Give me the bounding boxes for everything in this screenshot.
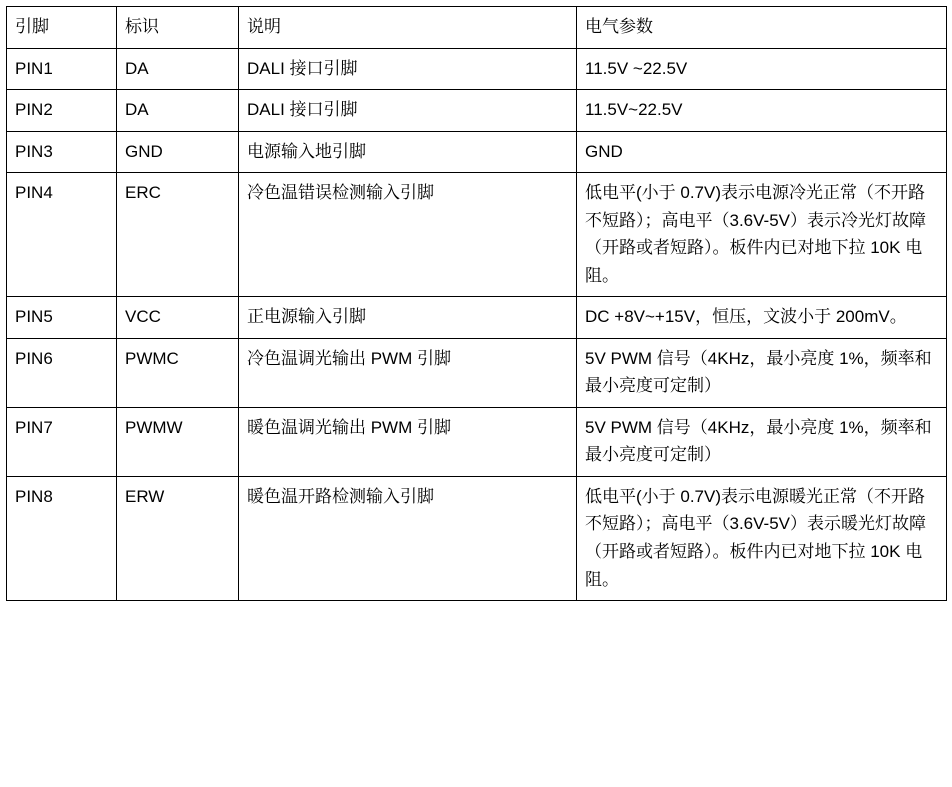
cell-text: 冷色温错误检测输入引脚 xyxy=(247,183,434,203)
cell-mark xyxy=(117,131,239,173)
cell-mark xyxy=(117,173,239,297)
cell-text: 电气参数 xyxy=(585,17,653,36)
cell-pin xyxy=(7,297,117,339)
cell-mark xyxy=(117,48,239,90)
cell-text: 正电源输入引脚 xyxy=(247,307,366,327)
cell-text: GND xyxy=(125,141,163,161)
cell-text: 标识 xyxy=(125,17,159,36)
cell-pin xyxy=(7,173,117,297)
cell-description xyxy=(239,338,577,407)
cell-text: DALI 接口引脚 xyxy=(247,100,358,120)
cell-text: GND xyxy=(585,141,623,161)
cell-parameter xyxy=(577,297,947,339)
cell-text: DC +8V~+15V，恒压，文波小于 200mV。 xyxy=(585,307,907,327)
cell-pin xyxy=(7,90,117,132)
cell-description xyxy=(239,407,577,476)
table-row xyxy=(7,407,947,476)
table-row xyxy=(7,476,947,600)
cell-text: 暖色温调光输出 PWM 引脚 xyxy=(247,417,451,437)
cell-pin xyxy=(7,476,117,600)
cell-text: 5V PWM 信号（4KHz，最小亮度 1%，频率和最小亮度可定制） xyxy=(585,348,932,396)
cell-mark xyxy=(117,338,239,407)
cell-text: ERW xyxy=(125,486,165,506)
cell-text: 暖色温开路检测输入引脚 xyxy=(247,486,434,506)
cell-description xyxy=(239,297,577,339)
cell-pin xyxy=(7,338,117,407)
cell-mark xyxy=(117,90,239,132)
column-header-pin xyxy=(7,7,117,49)
cell-mark xyxy=(117,297,239,339)
cell-text: 电源输入地引脚 xyxy=(247,141,366,161)
cell-parameter xyxy=(577,407,947,476)
cell-text: 11.5V~22.5V xyxy=(585,100,683,120)
cell-parameter xyxy=(577,48,947,90)
cell-text: 低电平(小于 0.7V)表示电源冷光正常（不开路不短路）；高电平（3.6V-5V）表示冷光灯故障（开路或者短路）。板件内已对地下拉 10K 电阻。 xyxy=(585,183,926,285)
table-row xyxy=(7,131,947,173)
cell-text: PIN7 xyxy=(15,417,53,437)
cell-text: 低电平(小于 0.7V)表示电源暖光正常（不开路不短路）；高电平（3.6V-5V）表示暖光灯故障（开路或者短路）。板件内已对地下拉 10K 电阻。 xyxy=(585,486,926,589)
cell-description xyxy=(239,131,577,173)
column-header-electrical-parameter xyxy=(577,7,947,49)
cell-text: DALI 接口引脚 xyxy=(247,58,358,78)
column-header-description xyxy=(239,7,577,49)
cell-pin xyxy=(7,131,117,173)
cell-text: 引脚 xyxy=(15,17,49,36)
cell-text: PIN4 xyxy=(15,183,53,203)
cell-text: PWMC xyxy=(125,348,179,368)
cell-text: ERC xyxy=(125,183,161,203)
cell-mark xyxy=(117,476,239,600)
cell-text: PIN5 xyxy=(15,307,53,327)
cell-text: PIN3 xyxy=(15,141,53,161)
cell-parameter xyxy=(577,131,947,173)
cell-text: 11.5V ~22.5V xyxy=(585,58,688,78)
table-row xyxy=(7,48,947,90)
table-header-row xyxy=(7,7,947,49)
cell-text: PIN8 xyxy=(15,486,53,506)
cell-description xyxy=(239,48,577,90)
cell-description xyxy=(239,476,577,600)
cell-text: PIN1 xyxy=(15,58,53,78)
cell-description xyxy=(239,173,577,297)
cell-text: 说明 xyxy=(247,17,281,36)
pin-description-table xyxy=(6,6,947,601)
table-row xyxy=(7,338,947,407)
table-row xyxy=(7,297,947,339)
cell-text: DA xyxy=(125,100,149,120)
cell-parameter xyxy=(577,90,947,132)
cell-mark xyxy=(117,407,239,476)
table-row xyxy=(7,90,947,132)
column-header-mark xyxy=(117,7,239,49)
cell-parameter xyxy=(577,338,947,407)
cell-pin xyxy=(7,48,117,90)
cell-text: PWMW xyxy=(125,417,183,437)
cell-parameter xyxy=(577,476,947,600)
table-row xyxy=(7,173,947,297)
cell-text: 冷色温调光输出 PWM 引脚 xyxy=(247,348,451,368)
cell-parameter xyxy=(577,173,947,297)
cell-pin xyxy=(7,407,117,476)
cell-text: PIN6 xyxy=(15,348,53,368)
cell-description xyxy=(239,90,577,132)
cell-text: VCC xyxy=(125,307,161,327)
cell-text: 5V PWM 信号（4KHz，最小亮度 1%，频率和最小亮度可定制） xyxy=(585,417,932,465)
cell-text: PIN2 xyxy=(15,100,53,120)
cell-text: DA xyxy=(125,58,149,78)
